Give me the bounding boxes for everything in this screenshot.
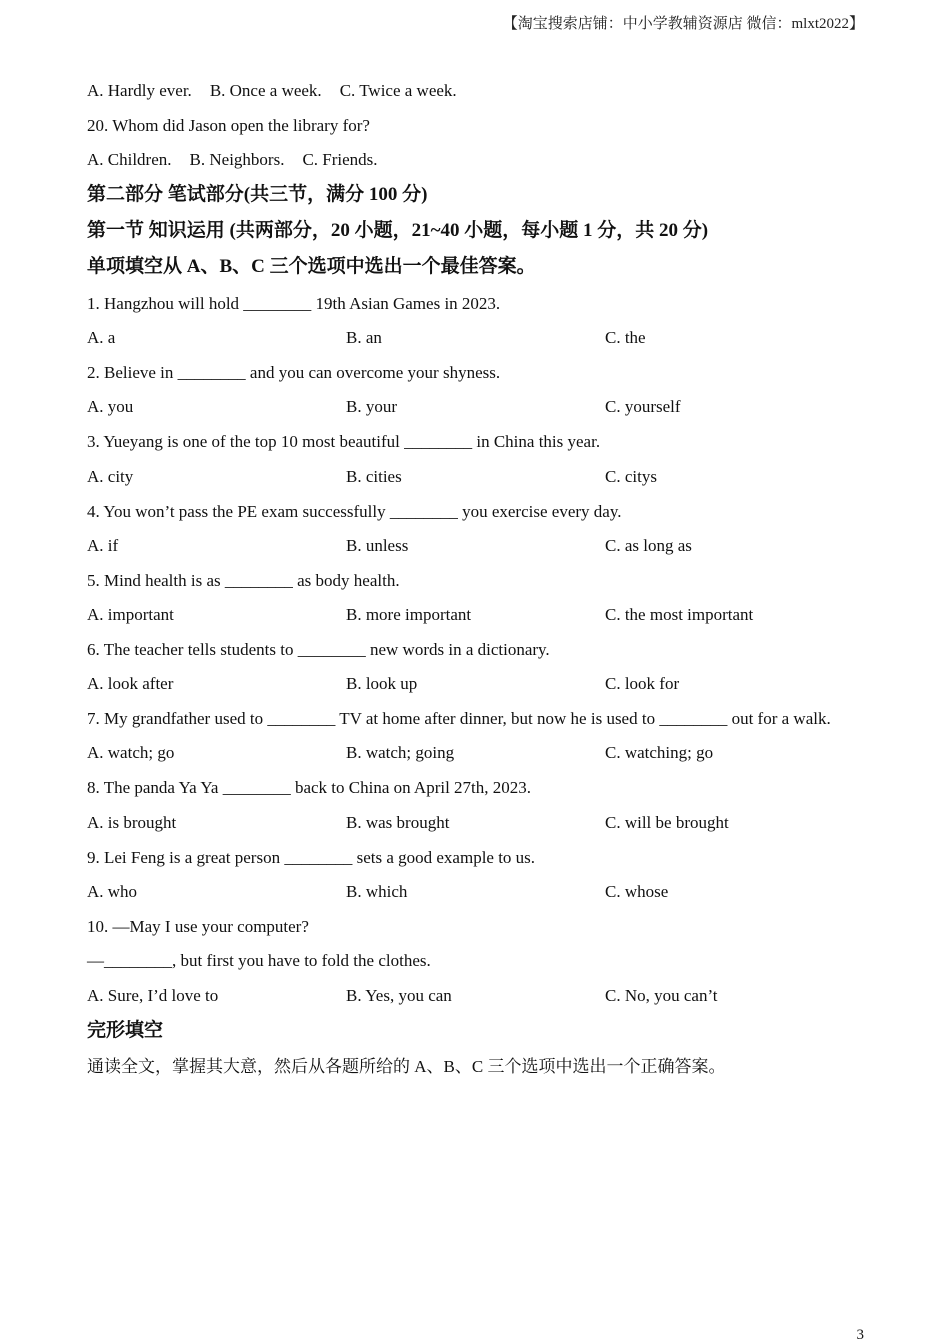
- option-b: B. Yes, you can: [346, 986, 452, 1005]
- option-c: C. citys: [605, 467, 657, 486]
- section1-title: 第一节 知识运用 (共两部分，20 小题，21~40 小题，每小题 1 分，共 20 分): [87, 220, 709, 241]
- question-stem: 7. My grandfather used to ________ TV at home after dinner, but now he is used to ________ out for a walk.: [87, 709, 831, 728]
- option-a: A. important: [87, 605, 174, 624]
- option-c: C. whose: [605, 882, 669, 901]
- option-b: B. watch; going: [346, 743, 455, 762]
- question-stem: 5. Mind health is as ________ as body health.: [87, 571, 400, 590]
- question-stem: 4. You won’t pass the PE exam successfully ________ you exercise every day.: [87, 502, 622, 521]
- option: A. Children.: [87, 150, 172, 169]
- cloze-title: 完形填空: [87, 1020, 164, 1041]
- option-a: A. is brought: [87, 813, 177, 832]
- option-a: A. Sure, I’d love to: [87, 986, 219, 1005]
- option-a: A. city: [87, 467, 134, 486]
- option: C. Friends.: [302, 150, 378, 169]
- option: C. Twice a week.: [339, 81, 457, 100]
- option-a: A. look after: [87, 674, 174, 693]
- question-stem: 2. Believe in ________ and you can overcome your shyness.: [87, 363, 501, 382]
- question-stem: 6. The teacher tells students to ________ new words in a dictionary.: [87, 640, 550, 659]
- option-a: A. a: [87, 328, 116, 347]
- page-number: 3: [856, 1327, 864, 1343]
- option-c: C. yourself: [605, 397, 681, 416]
- question-stem: 10. —May I use your computer?: [87, 917, 309, 936]
- option: A. Hardly ever.: [87, 81, 192, 100]
- option-b: B. was brought: [346, 813, 450, 832]
- question-stem: 1. Hangzhou will hold ________ 19th Asian Games in 2023.: [87, 294, 501, 313]
- option-a: A. who: [87, 882, 138, 901]
- option-a: A. you: [87, 397, 134, 416]
- single-choice-instruction: 单项填空从 A、B、C 三个选项中选出一个最佳答案。: [87, 256, 536, 277]
- option-b: B. unless: [346, 536, 409, 555]
- option-c: C. will be brought: [605, 813, 729, 832]
- page-header: 【淘宝搜索店铺：中小学教辅资源店 微信：mlxt2022】: [502, 16, 864, 32]
- option-c: C. the most important: [605, 605, 754, 624]
- option-c: C. the: [605, 328, 646, 347]
- option-c: C. No, you can’t: [605, 986, 718, 1005]
- q20-options: [87, 149, 378, 171]
- question-stem: 9. Lei Feng is a great person ________ sets a good example to us.: [87, 848, 536, 867]
- question-stem-response: —________, but first you have to fold the clothes.: [87, 951, 431, 970]
- option: B. Neighbors.: [189, 150, 285, 169]
- question-stem: 8. The panda Ya Ya ________ back to China on April 27th, 2023.: [87, 778, 532, 797]
- q19-options: [87, 80, 457, 102]
- option: B. Once a week.: [209, 81, 322, 100]
- option-b: B. look up: [346, 674, 418, 693]
- option-b: B. more important: [346, 605, 472, 624]
- option-b: B. your: [346, 397, 397, 416]
- option-b: B. which: [346, 882, 408, 901]
- option-a: A. if: [87, 536, 119, 555]
- option-c: C. watching; go: [605, 743, 714, 762]
- question-stem: 3. Yueyang is one of the top 10 most beautiful ________ in China this year.: [87, 432, 601, 451]
- part2-title: 第二部分 笔试部分(共三节，满分 100 分): [87, 184, 428, 205]
- question-20: 20. Whom did Jason open the library for?: [87, 116, 370, 135]
- cloze-instruction: 通读全文，掌握其大意，然后从各题所给的 A、B、C 三个选项中选出一个正确答案。: [87, 1057, 726, 1076]
- option-b: B. cities: [346, 467, 402, 486]
- option-c: C. as long as: [605, 536, 692, 555]
- option-c: C. look for: [605, 674, 680, 693]
- option-a: A. watch; go: [87, 743, 175, 762]
- option-b: B. an: [346, 328, 382, 347]
